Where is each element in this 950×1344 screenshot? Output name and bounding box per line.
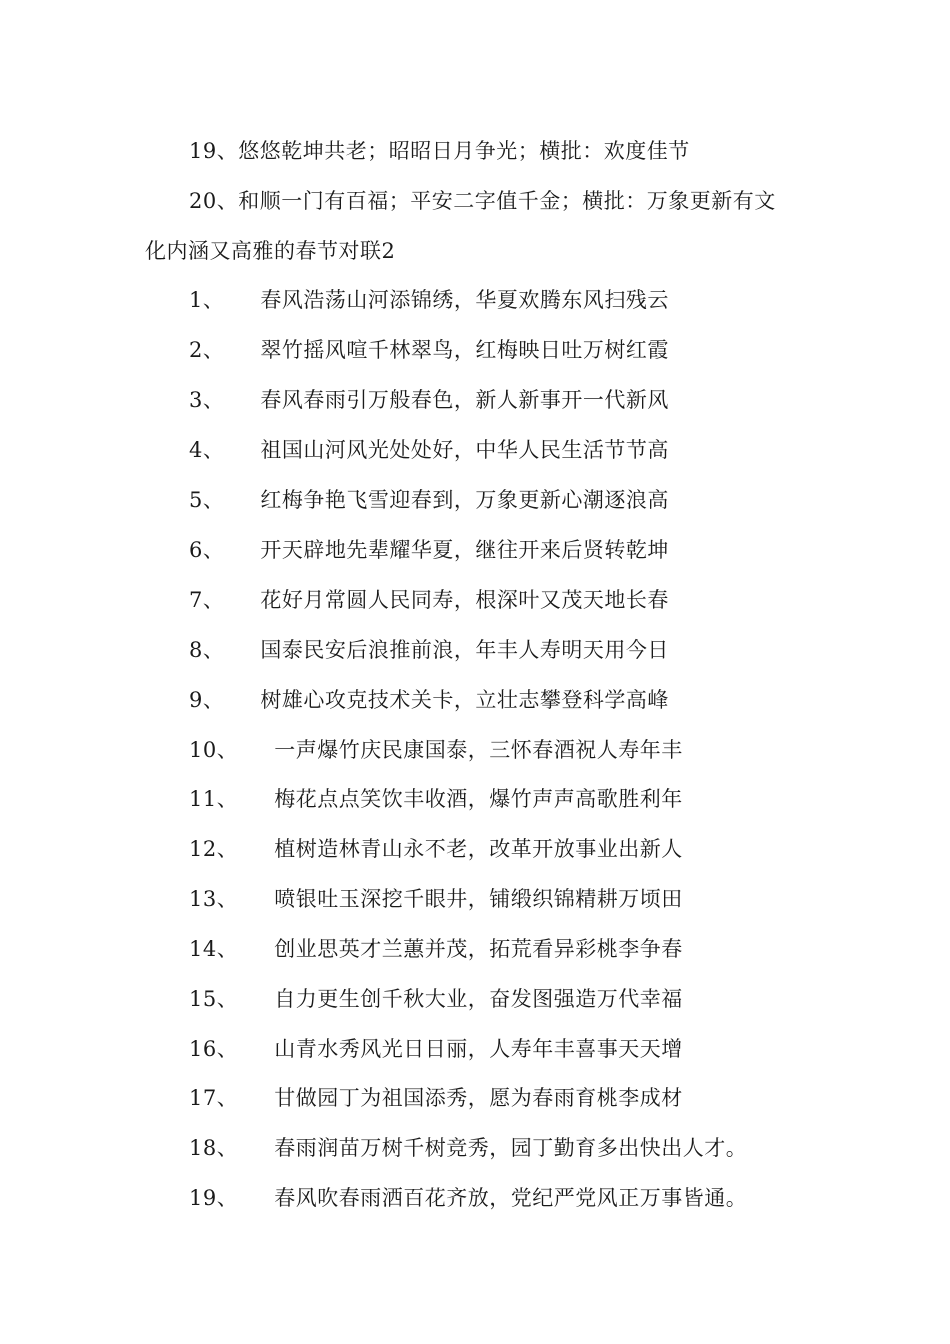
item-text: 红梅争艳飞雪迎春到，万象更新心潮逐浪高 <box>260 488 669 512</box>
item-text: 自力更生创千秋大业，奋发图强造万代幸福 <box>274 987 683 1011</box>
item-number: 8、 <box>189 638 225 662</box>
list-item <box>145 535 869 565</box>
item-number: 15、 <box>189 987 239 1011</box>
item-text: 山青水秀风光日日丽，人寿年丰喜事天天增 <box>274 1037 683 1061</box>
list-item <box>145 984 869 1014</box>
list-item <box>145 385 869 415</box>
item-text: 树雄心攻克技术关卡，立壮志攀登科学高峰 <box>260 688 669 712</box>
list-item <box>145 335 869 365</box>
list-item <box>145 1183 869 1213</box>
item-number: 19、 <box>189 1186 239 1210</box>
item-text: 梅花点点笑饮丰收酒，爆竹声声高歌胜利年 <box>274 787 683 811</box>
list-item <box>145 635 869 665</box>
item-number: 11、 <box>189 787 239 811</box>
item-text: 植树造林青山永不老，改革开放事业出新人 <box>274 837 683 861</box>
paragraph-line <box>145 236 825 266</box>
list-item <box>145 1034 869 1064</box>
item-number: 18、 <box>189 1136 239 1160</box>
item-text: 春雨润苗万树千树竞秀，园丁勤育多出快出人才。 <box>274 1136 748 1160</box>
list-item <box>145 1133 869 1163</box>
item-number: 12、 <box>189 837 239 861</box>
item-text: 喷银吐玉深挖千眼井，铺缎织锦精耕万顷田 <box>274 887 683 911</box>
line-text: 20、和顺一门有百福；平安二字值千金；横批：万象更新有文 <box>189 189 776 213</box>
item-number: 4、 <box>189 438 225 462</box>
list-item <box>145 884 869 914</box>
item-number: 14、 <box>189 937 239 961</box>
item-text: 花好月常圆人民同寿，根深叶又茂天地长春 <box>260 588 669 612</box>
line-text: 化内涵又高雅的春节对联2 <box>145 239 396 263</box>
item-number: 10、 <box>189 738 239 762</box>
item-text: 一声爆竹庆民康国泰，三怀春酒祝人寿年丰 <box>274 738 683 762</box>
item-number: 17、 <box>189 1086 239 1110</box>
list-item <box>145 485 869 515</box>
item-text: 祖国山河风光处处好，中华人民生活节节高 <box>260 438 669 462</box>
item-number: 6、 <box>189 538 225 562</box>
item-number: 9、 <box>189 688 225 712</box>
paragraph-line <box>145 186 869 216</box>
item-text: 甘做园丁为祖国添秀，愿为春雨育桃李成材 <box>274 1086 683 1110</box>
list-item <box>145 735 869 765</box>
item-number: 16、 <box>189 1037 239 1061</box>
item-text: 创业思英才兰蕙并茂，拓荒看异彩桃李争春 <box>274 937 683 961</box>
paragraph-line <box>145 136 869 166</box>
list-item <box>145 1083 869 1113</box>
list-item <box>145 784 869 814</box>
item-text: 开天辟地先辈耀华夏，继往开来后贤转乾坤 <box>260 538 669 562</box>
item-text: 春风浩荡山河添锦绣，华夏欢腾东风扫残云 <box>260 288 669 312</box>
item-number: 5、 <box>189 488 225 512</box>
item-number: 13、 <box>189 887 239 911</box>
list-item <box>145 585 869 615</box>
list-item <box>145 285 869 315</box>
item-number: 2、 <box>189 338 225 362</box>
list-item <box>145 934 869 964</box>
item-text: 春风吹春雨洒百花齐放，党纪严党风正万事皆通。 <box>274 1186 748 1210</box>
list-item <box>145 834 869 864</box>
line-text: 19、悠悠乾坤共老；昭昭日月争光；横批：欢度佳节 <box>189 139 690 163</box>
list-item <box>145 435 869 465</box>
item-number: 1、 <box>189 288 225 312</box>
item-text: 翠竹摇风喧千林翠鸟，红梅映日吐万树红霞 <box>260 338 669 362</box>
item-text: 国泰民安后浪推前浪，年丰人寿明天用今日 <box>260 638 669 662</box>
item-number: 7、 <box>189 588 225 612</box>
item-text: 春风春雨引万般春色，新人新事开一代新风 <box>260 388 669 412</box>
item-number: 3、 <box>189 388 225 412</box>
list-item <box>145 685 869 715</box>
